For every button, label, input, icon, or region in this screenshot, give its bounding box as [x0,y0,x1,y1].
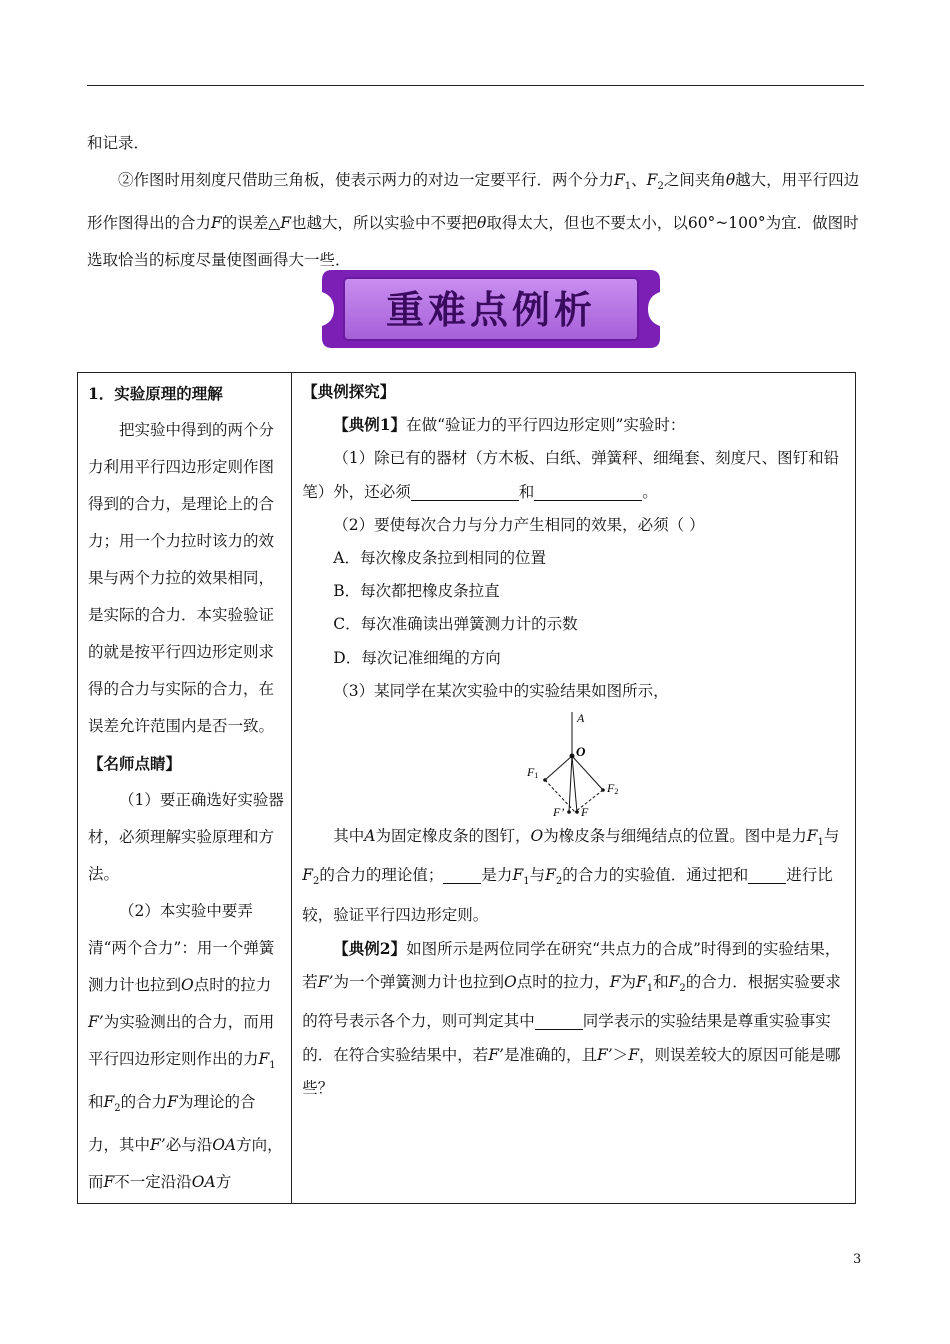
left-heading: 1．实验原理的理解 [88,384,223,403]
answer-blank[interactable] [534,480,642,501]
section-banner [320,266,662,352]
label-f2: F2 [607,781,619,797]
answer-blank[interactable] [443,863,481,884]
question-2: （2）要使每次合力与分力产生相同的效果，必须（ ） [333,515,705,534]
intro-paragraph-2: ②作图时用刻度尺借助三角板，使表示两力的对边一定要平行．两个分力$F_1$、$F_2$之间夹角θ越大，用平行四边形作图得出的合力F的误差△F也越大，所以实验中不要把θ取得太大，但也不要太小，以60°~100°为宜．做图时选取恰当的标度尽量使图画得大一些． [87,171,860,270]
intro-line1: 和记录． [87,134,150,152]
tip-1: （1）要正确选好实验器材，必须理解实验原理和方法。 [88,791,284,883]
answer-blank[interactable] [748,863,786,884]
tip-2: （2）本实验中要弄清“两个合力”：用一个弹簧测力计也拉到O点时的拉力F’为实验测出的合力，而用平行四边形定则作出的力$F_1$和$F_2$的合力F为理论的合力，其中F’必与沿OA方向，而F不一定沿沿OA方 [88,902,283,1192]
intro-text [87,125,864,279]
option-d: D．每次记准细绳的方向 [333,648,501,667]
page-number: 3 [853,1252,862,1267]
option-c: C．每次准确读出弹簧测力计的示数 [333,615,578,634]
example-1-intro: 【典例1】在做“验证力的平行四边形定则”实验时： [333,415,686,435]
tips-heading: 【名师点睛】 [88,754,182,773]
right-heading: 【典例探究】 [302,382,396,401]
label-f: F [581,805,589,820]
option-b: B．每次都把橡皮条拉直 [333,582,500,601]
example-2: 【典例2】如图所示是两位同学在研究“共点力的合成”时得到的实验结果，若F’为一个弹簧测力计也拉到O点时的拉力，F为$F_1$和$F_2$的合力．根据实验要求的符号表示各个力，则可判定其中 同学表示的实验结果是尊重实验事实的．在符合实验结果中，若F’是准确的，且F’＞F，则误差较大的原因可能是哪些？ [302,938,841,1097]
question-1: （1）除已有的器材（方木板、白纸、弹簧秤、细绳套、刻度尺、图钉和铅笔）外，还必须 和 。 [302,449,840,501]
option-a: A．每次橡皮条拉到相同的位置 [333,549,546,568]
right-column [292,373,856,1204]
left-column [78,373,292,1204]
header-rule [87,85,864,86]
banner-title: 重难点例析 [385,287,597,332]
label-f-prime: F’ [553,805,565,820]
label-a: A [577,711,585,726]
force-diagram [517,708,627,820]
content-table [77,372,856,1204]
label-o: O [576,744,586,760]
question-3-text: 其中A为固定橡皮条的图钉，O为橡皮条与细绳结点的位置。图中是力$F_1$与$F_2$的合力的理论值； 是力$F_1$与$F_2$的合力的实验值．通过把和 进行比较，验证平行四边形定则。 [302,827,840,924]
answer-blank[interactable] [535,1009,583,1030]
left-paragraph: 把实验中得到的两个分力利用平行四边形定则作图得到的合力，是理论上的合力；用一个力拉时该力的效果与两个力拉的效果相同，是实际的合力．本实验验证的就是按平行四边形定则求得的合力与实际的合力，在误差允许范围内是否一致。 [88,421,275,735]
question-3: （3）某同学在某次实验中的实验结果如图所示， [333,681,669,700]
label-f1: F1 [527,765,539,781]
answer-blank[interactable] [411,480,519,501]
